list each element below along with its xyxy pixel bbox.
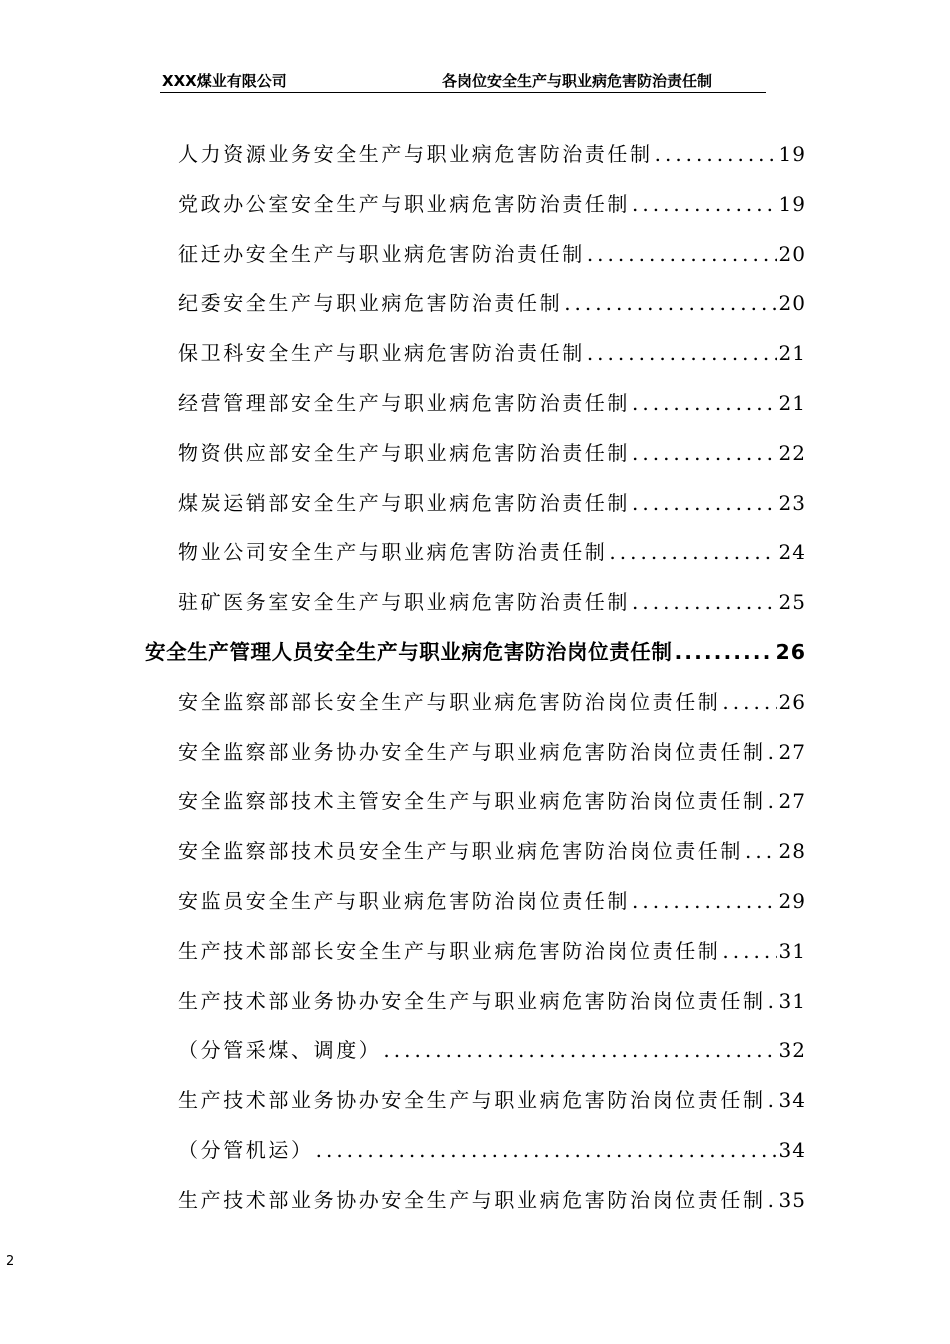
toc-entry-page: 19	[778, 142, 806, 166]
toc-leader-dots	[632, 587, 777, 617]
toc-entry-title: 安全生产管理人员安全生产与职业病危害防治岗位责任制	[145, 640, 673, 664]
toc-leader-dots	[655, 139, 777, 169]
toc-entry[interactable]	[145, 637, 806, 667]
toc-entry-title: 生产技术部业务协办安全生产与职业病危害防治岗位责任制	[178, 1088, 766, 1113]
toc-leader-dots	[745, 836, 777, 866]
toc-leader-dots	[768, 1085, 777, 1115]
toc-entry-title: 保卫科安全生产与职业病危害防治责任制	[178, 341, 585, 366]
toc-entry-page: 20	[778, 241, 806, 266]
toc-entry[interactable]	[178, 388, 806, 418]
toc-entry-title: 经营管理部安全生产与职业病危害防治责任制	[178, 391, 630, 415]
toc-entry-page: 26	[778, 689, 806, 714]
toc-leader-dots	[564, 288, 776, 318]
toc-leader-dots	[632, 388, 777, 418]
toc-entry-title: 纪委安全生产与职业病危害防治责任制	[178, 291, 563, 316]
toc-entry-page: 19	[778, 191, 806, 216]
toc-entry-page: 29	[778, 889, 806, 913]
toc-leader-dots	[675, 637, 774, 667]
toc-entry-title: 安全监察部部长安全生产与职业病危害防治岗位责任制	[178, 689, 721, 714]
toc-leader-dots	[632, 189, 777, 219]
toc-entry-page: 27	[778, 789, 806, 814]
toc-entry[interactable]	[178, 836, 806, 866]
toc-leader-dots	[768, 737, 777, 767]
toc-entry-title: 煤炭运销部安全生产与职业病危害防治责任制	[178, 490, 630, 515]
toc-leader-dots	[768, 1185, 777, 1215]
toc-entry[interactable]	[178, 1135, 806, 1165]
toc-entry[interactable]	[178, 886, 806, 916]
toc-entry[interactable]	[178, 239, 806, 269]
toc-entry-page: 21	[778, 391, 806, 415]
toc-entry-page: 27	[778, 739, 806, 764]
toc-entry[interactable]	[178, 1035, 806, 1065]
toc-entry-title: （分管机运）	[178, 1138, 314, 1162]
toc-entry[interactable]	[178, 786, 806, 816]
toc-entry[interactable]	[178, 139, 806, 169]
toc-entry[interactable]	[178, 587, 806, 617]
toc-entry-title: 驻矿医务室安全生产与职业病危害防治责任制	[178, 590, 630, 615]
toc-entry-title: 安全监察部业务协办安全生产与职业病危害防治岗位责任制	[178, 739, 766, 764]
toc-entry[interactable]	[178, 537, 806, 567]
toc-entry-page: 28	[778, 839, 806, 864]
document-title: 各岗位安全生产与职业病危害防治责任制	[442, 72, 713, 90]
toc-leader-dots	[587, 338, 777, 368]
page-number: 2	[6, 1254, 15, 1269]
toc-entry-title: 生产技术部业务协办安全生产与职业病危害防治岗位责任制	[178, 1187, 766, 1212]
toc-leader-dots	[383, 1035, 776, 1065]
toc-entry[interactable]	[178, 737, 806, 767]
toc-entry-page: 22	[778, 440, 806, 465]
toc-entry[interactable]	[178, 936, 806, 966]
toc-entry-title: 物资供应部安全生产与职业病危害防治责任制	[178, 440, 630, 465]
toc-leader-dots	[722, 687, 776, 717]
toc-entry[interactable]	[178, 986, 806, 1016]
toc-leader-dots	[632, 438, 777, 468]
toc-leader-dots	[768, 986, 777, 1016]
toc-entry-page: 31	[778, 938, 806, 963]
toc-entry-page: 26	[775, 640, 806, 664]
toc-entry-page: 31	[778, 988, 806, 1013]
toc-entry-title: 物业公司安全生产与职业病危害防治责任制	[178, 540, 608, 565]
toc-entry-page: 21	[778, 341, 806, 366]
toc-leader-dots	[768, 786, 777, 816]
toc-leader-dots	[609, 537, 776, 567]
toc-entry-title: 党政办公室安全生产与职业病危害防治责任制	[178, 191, 630, 216]
toc-entry-title: 人力资源业务安全生产与职业病危害防治责任制	[178, 142, 653, 166]
toc-entry-title: 安全监察部技术主管安全生产与职业病危害防治岗位责任制	[178, 789, 766, 814]
toc-entry-title: （分管采煤、调度）	[178, 1038, 382, 1063]
toc-leader-dots	[587, 239, 777, 269]
toc-entry-page: 25	[778, 590, 806, 615]
toc-entry[interactable]	[178, 687, 806, 717]
toc-entry-title: 生产技术部部长安全生产与职业病危害防治岗位责任制	[178, 938, 721, 963]
toc-entry-page: 34	[778, 1138, 806, 1162]
toc-entry-title: 安监员安全生产与职业病危害防治岗位责任制	[178, 889, 630, 913]
toc-leader-dots	[722, 936, 776, 966]
toc-entry-page: 24	[778, 540, 806, 565]
toc-entry-page: 34	[778, 1088, 806, 1113]
toc-entry[interactable]	[178, 288, 806, 318]
toc-entry-page: 32	[778, 1038, 806, 1063]
toc-entry[interactable]	[178, 488, 806, 518]
toc-entry[interactable]	[178, 1085, 806, 1115]
toc-entry[interactable]	[178, 189, 806, 219]
toc-entry-title: 征迁办安全生产与职业病危害防治责任制	[178, 241, 585, 266]
toc-entry[interactable]	[178, 438, 806, 468]
company-name: XXX煤业有限公司	[162, 72, 287, 90]
toc-entry-page: 35	[778, 1187, 806, 1212]
toc-leader-dots	[632, 488, 777, 518]
toc-entry[interactable]	[178, 338, 806, 368]
toc-entry-page: 23	[778, 490, 806, 515]
toc-leader-dots	[316, 1135, 777, 1165]
toc-entry-page: 20	[778, 291, 806, 316]
toc-entry-title: 生产技术部业务协办安全生产与职业病危害防治岗位责任制	[178, 988, 766, 1013]
toc-entry-title: 安全监察部技术员安全生产与职业病危害防治岗位责任制	[178, 839, 743, 864]
toc-entry[interactable]	[178, 1185, 806, 1215]
toc-leader-dots	[632, 886, 777, 916]
